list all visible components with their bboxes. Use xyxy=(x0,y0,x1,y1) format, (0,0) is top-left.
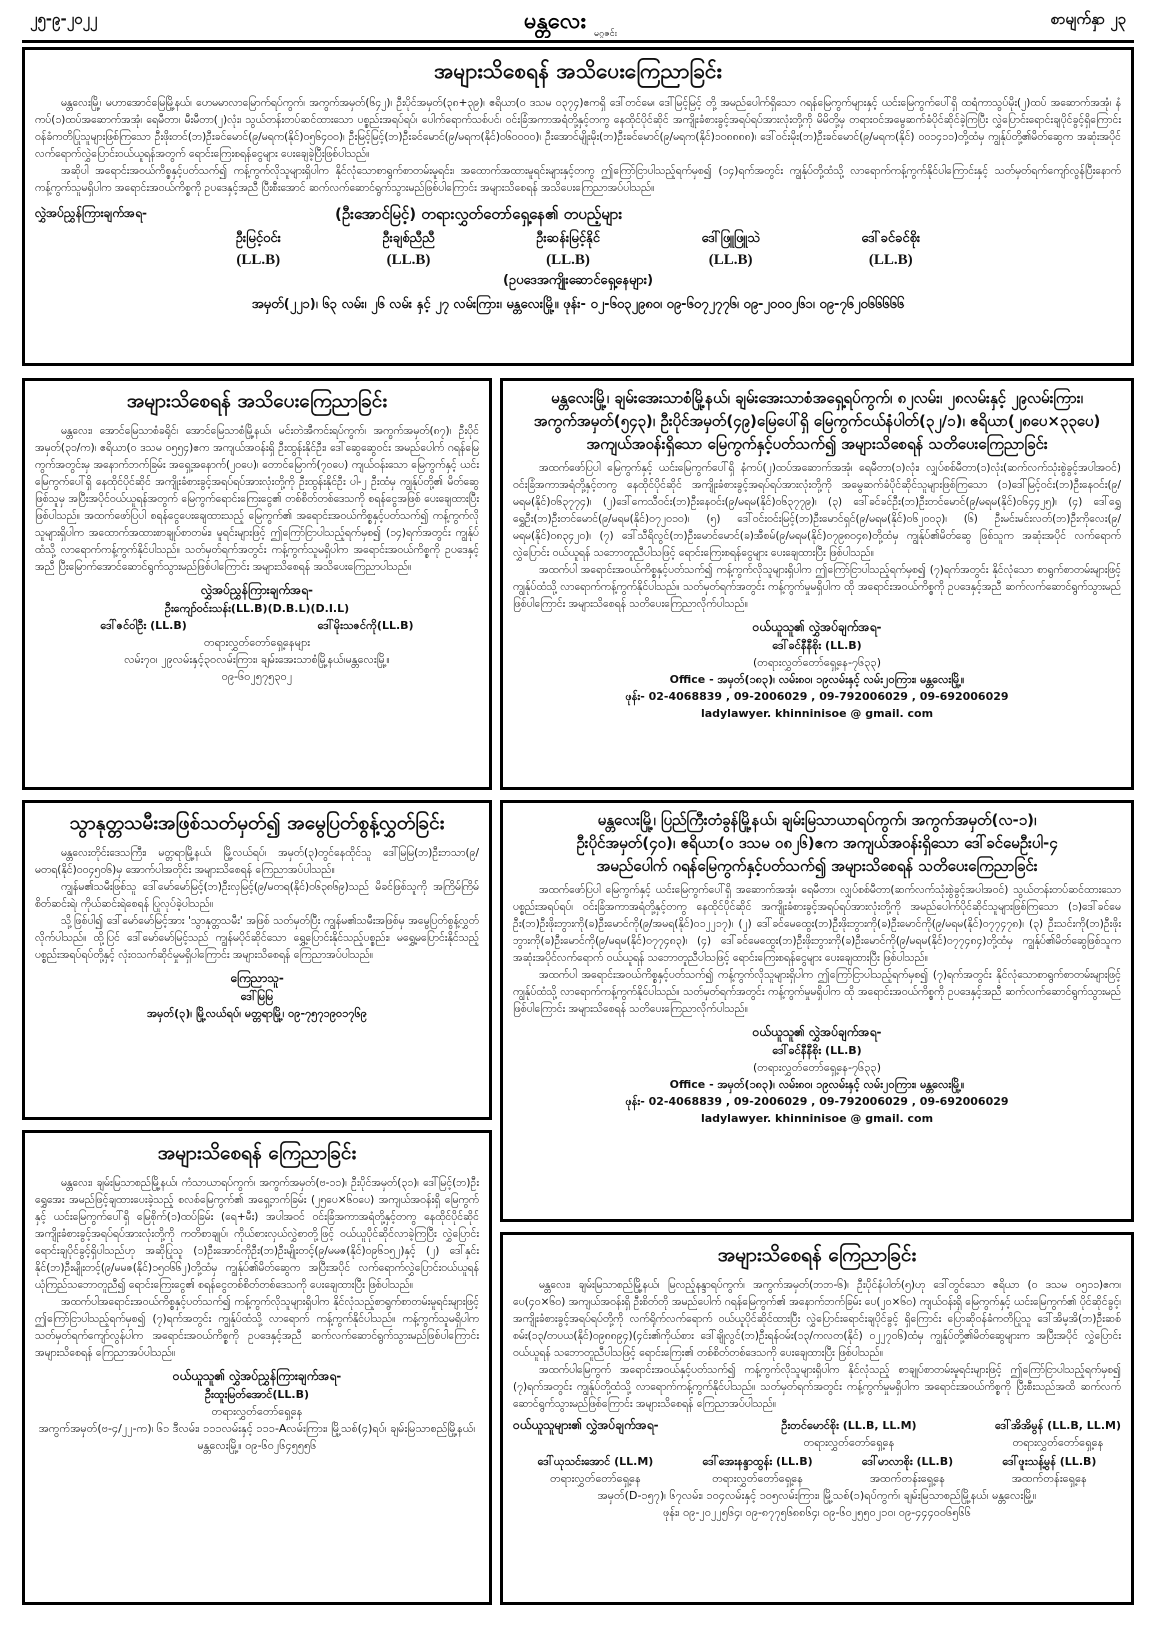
notice-2-lawyer-a: ဒေါ်ဇင်ဝါဦး (LL.B) xyxy=(100,619,187,632)
notice-4 xyxy=(22,800,492,1120)
notice-6-address: အကွက်အမှတ်(ဗ-၄/၂၂-က)၊ ၆၁ ဒီလမ်း၊ ၁၁၁လမ်းနှင့် ၁၁၁-Aလမ်းကြား၊ မြို့သစ်(၄)ရပ်၊ ချမ်းမြသာစည်မြို့နယ်၊ မန္တလေးမြို့။ ၀၉-၆၀၂၆၄၅၅၅၆ xyxy=(38,1422,476,1452)
notice-1-para-1: မန္တလေးမြို့၊ မဟာအောင်မြေမြို့နယ်၊ ဟေမမာလာမြောက်ရပ်ကွက်၊ အကွက်အမှတ်(၆၄၂)၊ ဦးပိုင်အမှတ်(၃၈+၃၉)၊ ဧရိယာ(၀ ဒသမ ၀၃၇၄)ဧကရှိ ဒေါ်တင်မေ၊ ဒေါ်မြင့်မြင့် တို့ အမည်ပေါက်ရှိသော ဂရန်မြေကွက်များနှင့် ယင်းမြေကွက်ပေါ်ရှိ ထရံကာသွပ်မိုး(၂)ထပ် အဆောက်အအုံ၊ နံကပ်(၁)ထပ်အဆောက်အအုံ၊ ရေမီတာ၊ မီးမီတာ(၂)လုံး၊ သွယ်တန်းတပ်ဆင်ထားသော ပစ္စည်းအရပ်ရပ်၊ ပေါက်ရောက်သစ်ပင်၊ ဝင်းခြံအကာအရံတို့နှင့်တကွ နေထိုင်ပိုင်ဆိုင် အကျိုးခံစားခွင့်အရပ်ရပ်အားလုံးတို့ကို မိမိတို့မှ တရားဝင်အမွေဆက်ခံပိုင်ဆိုင်ခဲ့ကြပြီး လွှဲပြောင်းရောင်းချပိုင်ခွင့်ရှိကြောင်း ဝန်ခံကတိပြုသူများဖြစ်ကြသော ဦးဖိုးတင်(ဘ)ဦးခင်မောင်(၉/မရက(နိုင်)၀၅၆၄၀၀)၊ ဦးမြင့်မြင့်(ဘ)ဦးခင်မောင်(၉/မရက(နိုင်)၀၆၀၀၀၀)၊ ဦးအောင်မျိုးမိုး(ဘ)ဦးခင်မောင်(၉/မရက(နိုင်)၁၀၈၈၈၈)၊ ဒေါ်ဝင်းမိုး(ဘ)ဦးခင်မောင်(၉/မရက(နိုင်) ၀၀၁၄၁၁)တို့ထံမှ ကျွန်ုပ်တို့၏မိတ်ဆွေက အဆုံးအပိုင်လက်ရောက်လွှဲပြောင်းဝယ်ယူရန်အတွက် ရောင်းကြေးစရန်ငွေများ ပေးချေခဲ့ပြီးဖြစ်ပါသည်။ xyxy=(35,97,1121,160)
notice-7-instr-label: ဝယ်ယူသူများ၏ လွှဲအပ်ချက်အရ- xyxy=(513,1418,659,1432)
notice-7-para-1: မန္တလေး၊ ချမ်းမြသာစည်မြို့နယ်၊ မြလည့်နန္ဒာရပ်ကွက်၊ အကွက်အမှတ်(ဘဘ-၆)၊ ဦးပိုင်နံပါတ်(၅)ဟု ဒေါ်တွင်သော ဧရိယာ (၀ ဒသမ ၀၅၁၁)ဧက၊ ပေ(၄၀×၆၀) အကျယ်အဝန်းရှိ ဦးစိတ်တို အမည်ပေါက် ဂရန်မြေကွက်၏ အနောက်ဘက်ခြမ်း ပေ(၂၀×၆၀) ကျယ်ဝန်းရှိ မြေကွက်နှင့် ယင်းမြေကွက်၏ ပိုင်ဆိုင်ခွင့်၊ အကျိုးခံစားခွင့်အရပ်ရပ်တို့ကို လက်ရိုက်လက်ရောက် ဝယ်ယူပိုင်ဆိုင်ထားပြီး လွှဲပြောင်းရောင်းချပိုင်ခွင့် ရှိကြောင်း ပြောဆိုဝန်ခံကတိပြုသူ ဒေါ်အိမ့အိ(ဘ)ဦးဆစ်စမ်း(၁၃/တပယ(နိုင်)၀၉၈၈၉၄)(၄င်း၏ကိုယ်စား ဒေါ်ချိုလွင်(ဘ)ဦးရန်ဝမ်း(၁၃/ကလတ(နိုင်) ၀၂၂၇၀၆)ထံမှ ကျွန်ုပ်တို့၏မိတ်ဆွေများက အပြီးအပိုင် လွှဲပြောင်းဝယ်ယူရန် သဘောတူညီပါသဖြင့် ရောင်းကြေး၏ တစ်စိတ်တစ်ဒေသကို ပေးချေထားပြီး ဖြစ်ပါသည်။ xyxy=(513,1279,1121,1359)
page-date: ၂၅-၉-၂၀၂၂ xyxy=(30,10,98,28)
notice-6-title: အများသိစေရန် ကြေညာခြင်း xyxy=(157,1142,357,1164)
notice-5-title-2: ဦးပိုင်အမှတ်(၄၀)၊ ဧရိယာ(၀ ဒသမ ၀၈၂၆)ဧက အကျယ်အဝန်းရှိသော ဒေါ်ခင်မေဦးပါ-၄ xyxy=(576,834,1058,852)
notice-1-title: အများသိစေရန် အသိပေးကြေညာခြင်း xyxy=(434,59,722,83)
notice-5-title-1: မန္တလေးမြို့၊ ပြည်ကြီးတံခွန်မြို့နယ်၊ ချမ်းမြသာယာရပ်ကွက်၊ အကွက်အမှတ်(လ-၁)၊ xyxy=(597,811,1037,829)
notice-5 xyxy=(500,800,1134,1222)
newspaper-logo xyxy=(520,4,636,38)
notice-6-para-1: မန္တလေး၊ ချမ်းမြသာစည်မြို့နယ်၊ ကံသာယာရပ်ကွက်၊ အကွက်အမှတ်(ဗ-၁၁)၊ ဦးပိုင်အမှတ်(၃၁)၊ ဒေါ်မြင့်(ဘ)ဦးရွှေအေး အမည်ဖြင့်ချထားပေးခဲ့သည့် စလစ်မြေကွက်၏ အရှေ့ဘက်ခြမ်း (၂၅ပေ×၆၀ပေ) အကျယ်အဝန်းရှိ မြေကွက်နှင့် ယင်းမြေကွက်ပေါ်ရှိ မြေစိုက်(၁)ထပ်ခြမ်း (ရေ+မီး) အပါအဝင် ဝင်းခြံအကာအရံတို့နှင့်တကွ နေထိုင်ပိုင်ဆိုင် အကျိုးခံစားခွင့်အရပ်ရပ်အားလုံးတို့ကို ကတိစာချုပ်၊ ကိုယ်စားလှယ်လွှဲစာတို့ဖြင့် ဝယ်ယူပိုင်ဆိုင်လာခဲ့ကြပြီး လွှဲပြောင်းရောင်းချပိုင်ခွင့်ရှိပါသည်ဟု အဆိုပြုသူ (၁)ဦးအောင်ကိုဦး(ဘ)ဦးမျိုးတင့်(၉/မမဇ(နိုင်)၀၉၆၁၅၂)နှင့် (၂) ဒေါ်နှင်းနိုင်(ဘ)ဦးမျိုးတင့်(၉/မမဇ(နိုင်)၁၅၀၆၆၂)တို့ထံမှ ကျွန်ုပ်၏မိတ်ဆွေက အပြီးအပိုင် လက်ရောက်လွှဲပြောင်းဝယ်ယူရန် ယုံကြည်သဘောတူညီ၍ ရောင်းကြေးငွေ၏ စရန်ငွေတစ်စိတ်တစ်ဒေသကို ပေးချေထားပြီး ဖြစ်ပါသည်။ xyxy=(35,1177,479,1291)
lawyer-entry: ဒေါ်မာလာစိုး (LL.B) အထက်တန်းရှေ့နေ xyxy=(861,1455,954,1485)
lawyer-entry: ဦးတင်မောင်စိုး (LL.B, LL.M) တရားလွှတ်တော်ရှေ့နေ xyxy=(781,1419,917,1449)
notice-2-role: တရားလွှတ်တော်ရှေ့နေများ xyxy=(203,636,311,649)
notice-1-role: (ဥပဒေအကျိုးဆောင်ရှေ့နေများ) xyxy=(502,273,654,288)
logo-mark-icon xyxy=(520,4,636,38)
notice-1 xyxy=(22,47,1134,366)
notice-3-office: Office - အမှတ်(၁၈၃)၊ လမ်း၈၀၊ ၁၉လမ်းနှင့် လမ်း၂၀ကြား၊ မန္တလေးမြို့။ xyxy=(669,673,965,686)
notice-2-instr-label: လွှဲအပ်ညွှန်ကြားချက်အရ- xyxy=(201,583,313,597)
notice-2-lawyer-b: ဒေါ်မိုးသဇင်ကို(LL.B) xyxy=(317,619,414,632)
notice-1-address: အမှတ်(၂၂၁)၊ ၆၃ လမ်း၊ ၂၆ လမ်း နှင့် ၂၇ လမ်းကြား၊ မန္တလေးမြို့။ ဖုန်း- ၀၂-၆၀၃၂၉၈၀၊ ၀၉-၆၀၇၂၇၇၆၊ ၀၉-၂၀၀၀၂၆၁၊ ၀၉-၇၆၂၀၆၆၆၆၆ xyxy=(251,297,905,312)
lawyer-entry: ဦးချစ်ညီညီ (LL.B) xyxy=(382,231,435,268)
lawyer-entry: ဦးမြင့်ဝင်း (LL.B) xyxy=(235,231,281,268)
notice-2-lawyer-pair xyxy=(35,617,479,634)
notice-2-lawyer-main: ဦးကျော်ဝင်းသန်း(LL.B)(D.B.L)(D.I.L) xyxy=(164,602,350,615)
notice-7-phone: ဖုန်း၊ ၀၉-၂၀၂၂၅၆၄၊ ၀၉-၈၇၇၅၆၈၈၆၄၊ ၀၉-၆၀၂၅၅၀၂၁၀၊ ၀၉-၄၄၄၀၀၆၅၆၆ xyxy=(663,1506,971,1519)
notice-3-lawyer: ဒေါ်ခင်နီနီစိုး (LL.B) xyxy=(772,639,862,652)
notice-5-title-3: အမည်ပေါက် ဂရန်မြေကွက်နှင့်ပတ်သက်၍ အများသိစေရန် သတိပေးကြေညာခြင်း xyxy=(596,857,1038,875)
notice-3-para-1: အထက်ဖော်ပြပါ မြေကွက်နှင့် ယင်းမြေကွက်ပေါ်ရှိ နံကပ်(၂)ထပ်အဆောက်အအုံ၊ ရေမီတာ(၁)လုံး၊ လျှပ်စစ်မီတာ(၁)လုံး(ဆက်လက်သုံးစွဲခွင့်အပါအဝင်) ဝင်းခြံအကာအရံတို့နှင့်တကွ နေထိုင်ပိုင်ဆိုင် အကျိုးခံစားခွင့်အရပ်ရပ်အားလုံးတို့ကို အမွေဆက်ခံပိုင်ဆိုင်သူများဖြစ်ကြသော (၁)ဒေါ်မြင့်ဝင်း(ဘ)ဦးနေဝင်း(၉/မရမ(နိုင်)၀၆၃၇၇၄)၊ (၂)ဒေါ်ကေသီဝင်း(ဘ)ဦးနေဝင်း(၉/မရမ(နိုင်)၀၆၃၇၇၉)၊ (၃) ဒေါ်ခင်ခင်ဦး(ဘ)ဦးတင်မောင်(၉/မရမ(နိုင်)၀၆၄၄၂၅)၊ (၄) ဒေါ်ရွှေရွှေဦး(ဘ)ဦးတင်မောင်(၉/မရမ(နိုင်)၀၇၂၀၁၀)၊ (၅) ဒေါ်ဝင်းဝင်းမြင့်(ဘ)ဦးမောင်ရှင်(၉/မရမ(နိုင်)၀၆၂၀၀၃)၊ (၆) ဦးမင်းမင်းလတ်(ဘ)ဦးကိုလေး(၉/မရမ(နိုင်)၀၈၃၄၂၀)၊ (၇) ဒေါ်သီရိလွင်(ဘ)ဦးမောင်မောင်(ခ)အီစမ်(၉/မရမ(နိုင်)၀၇၉၈၀၄၈)တို့ထံမှ ကျွန်ုပ်၏မိတ်ဆွေ ဖြစ်သူက အဆုံးအပိုင် လက်ရောက်လွှဲပြောင်း ဝယ်ယူရန် သဘောတူညီပါသဖြင့် ရောင်းကြေးစရန်ငွေများ ပေးချေထားပြီး ဖြစ်ပါသည်။ xyxy=(513,462,1121,559)
notice-6-role: တရားလွှတ်တော်ရှေ့နေ xyxy=(211,1405,303,1418)
header-rule xyxy=(22,40,1134,43)
notice-3 xyxy=(500,378,1134,790)
notice-5-lawyer: ဒေါ်ခင်နီနီစိုး (LL.B) xyxy=(772,1044,862,1057)
lawyer-entry: ဒေါ်အိအိမွန် (LL.B, LL.M) တရားလွှတ်တော်ရှေ့နေ xyxy=(994,1419,1121,1449)
notice-3-title-1: မန္တလေးမြို့၊ ချမ်းအေးသာစံမြို့နယ်၊ ချမ်းအေးသာစံအရှေ့ရပ်ကွက်၊ ၈၂လမ်း၊ ၂၈လမ်းနှင့် ၂၉လမ်းကြား၊ xyxy=(551,389,1083,407)
notice-4-name: ဒေါ်မြမြ xyxy=(240,990,274,1003)
notice-4-para-1: မန္တလေးတိုင်းဒေသကြီး၊ မတ္တရာမြို့နယ်၊ မြို့လယ်ရပ်၊ အမှတ်(၃)တွင်နေထိုင်သူ ဒေါ်မြမြ(ဘ)ဦးဘသာ(၉/မတရ(နိုင်)၀၀၄၅၀၆)မှ အောက်ပါအတိုင်း အများသိစေရန် ကြေညာအပ်ပါသည်။ xyxy=(35,847,479,876)
lawyer-entry: ဒေါ်ဖြူဖြူသဲ (LL.B) xyxy=(701,231,760,268)
notice-5-phone: ဖုန်း- 02-4068839 , 09-2006029 , 09-792006029 , 09-692006029 xyxy=(625,1095,1009,1108)
notice-5-para-2: အထက်ပါ အရောင်းအဝယ်ကိစ္စနှင့်ပတ်သက်၍ ကန့်ကွက်လိုသူများရှိပါက ဤကြော်ငြာပါသည့်ရက်မှစ၍ (၇)ရက်အတွင်း နိုင်လုံသောစာရွက်စာတမ်းများဖြင့် ကျွန်ုပ်ထံသို့ လာရောက်ကန့်ကွက်နိုင်ပါသည်။ သတ်မှတ်ရက်အတွင်း ကန့်ကွက်မှုမရှိပါက ထို အရောင်းအဝယ်ကိစ္စကို ဥပဒေနှင့်အညီ ဆက်လက်ဆောင်ရွက်သွားမည်ဖြစ်ပါကြောင်း အများသိစေရန် သတိပေးကြေညာလိုက်ပါသည်။ xyxy=(513,969,1121,1015)
logo-sub: မဂ္ဂဇင်း xyxy=(594,29,617,38)
notice-3-para-2: အထက်ပါ အရောင်းအဝယ်ကိစ္စနှင့်ပတ်သက်၍ ကန့်ကွက်လိုသူများရှိပါက ဤကြော်ငြာပါသည့်ရက်မှစ၍ (၇)ရက်အတွင်း နိုင်လုံသော စာရွက်စာတမ်းများဖြင့် ကျွန်ုပ်ထံသို့ လာရောက်ကန့်ကွက်နိုင်ပါသည်။ သတ်မှတ်ရက်အတွင်း ကန့်ကွက်မှုမရှိပါက ထို အရောင်းအဝယ်ကိစ္စကို ဥပဒေနှင့်အညီ ဆက်လက်ဆောင်ရွက်သွားမည်ဖြစ်ပါကြောင်း အများသိစေရန် သတိပေးကြေညာလိုက်ပါသည်။ xyxy=(513,564,1121,610)
notice-4-address: အမှတ်(၃)၊ မြို့လယ်ရပ်၊ မတ္တရာမြို့၊ ၀၉-၇၅၇၁၉၀၁၇၆၉ xyxy=(147,1007,367,1020)
notice-2-phone: ၀၉-၆၀၂၅၇၅၃၀၂ xyxy=(221,670,293,683)
notice-7-top-signers xyxy=(513,1417,1121,1451)
notice-1-office-heading: (ဦးအောင်မြင့်) တရားလွှတ်တော်ရှေ့နေ၏ တပည့်များ xyxy=(335,205,623,223)
notice-5-role: (တရားလွှတ်တော်ရှေ့နေ-၇၆၃၃) xyxy=(752,1061,882,1074)
notice-2-title: အများသိစေရန် အသိပေးကြေညာခြင်း xyxy=(126,390,388,412)
notice-3-title-2: အကွက်အမှတ်(၅၄၃)၊ ဦးပိုင်အမှတ်(၄၉)မြေပေါ်ရှိ မြေကွက်ငယ်နံပါတ်(၃၂/၁)၊ ဧရိယာ(၂၈ပေ×၃၃ပေ) xyxy=(533,412,1101,430)
notice-4-para-2: ကျွန်မ၏သမီးဖြစ်သူ ဒေါ်မော်မော်မြင့်(ဘ)ဦးလှမြင့်(၉/မတရ(နိုင်)၀၆၃၈၆၉)သည် မိခင်ဖြစ်သူကို အကြိမ်ကြိမ်စိတ်ဆင်းရဲ၊ ကိုယ်ဆင်းရဲစေရန် ပြုလုပ်ခဲ့ပါသည်။ xyxy=(35,881,479,910)
notice-6 xyxy=(22,1130,492,1605)
notice-7 xyxy=(500,1232,1134,1605)
lawyer-entry: ဒေါ်ခင်ခင်စိုး (LL.B) xyxy=(861,231,921,268)
notice-1-instr-label: လွှဲအပ်ညွှန်ကြားချက်အရ- xyxy=(35,206,147,220)
notice-7-title: အများသိစေရန် ကြေညာခြင်း xyxy=(717,1244,917,1266)
notice-2-address: လမ်း၇၀၊ ၂၉လမ်းနှင့်၃၀လမ်းကြား၊ ချမ်းအေးသာစံမြို့နယ်၊မန္တလေးမြို့။ xyxy=(124,653,390,666)
notice-3-role: (တရားလွှတ်တော်ရှေ့နေ-၇၆၃၃) xyxy=(752,656,882,669)
notice-6-lawyer: ဦးထူးမြတ်အောင်(LL.B) xyxy=(204,1388,310,1401)
notice-2-para-1: မန္တလေး၊ အောင်မြေသာစံခရိုင်၊ အောင်မြေသာစံမြို့နယ်၊ မင်းတဲအီကင်းရပ်ကွက်၊ အကွက်အမှတ်(၈၇)၊ ဦးပိုင်အမှတ်(၃၁/က)၊ ဧရိယာ(၀ ဒသမ ၀၅၅၄)ဧက အကျယ်အဝန်းရှိ ဦးထွန်းနိုင်ဦး၊ ဒေါ်ဆွေဆွေဝင်း အမည်ပေါက် ဂရန်မြေကွက်အတွင်းမှ အနောက်ဘက်ခြမ်း အရှေ့အနောက်(၂၀ပေ)၊ တောင်မြောက်(၇၀ပေ) ကျယ်ဝန်းသော မြေကွက်နှင့် ယင်းမြေကွက်ပေါ်ရှိ နေထိုင်ပိုင်ဆိုင် အကျိုးခံစားခွင့်အရပ်ရပ်အားလုံးတို့ကို ဦးထွန်းနိုင်ဦး ပါ-၂ ဦးထံမှ ကျွန်ုပ်တို့၏ မိတ်ဆွေဖြစ်သူမှ အပြီးအပိုင်ဝယ်ယူရန်အတွက် မြေကွက်ရောင်းကြေးငွေ၏ တစ်စိတ်တစ်ဒေသကို စရန်ငွေအဖြစ် ပေးချေထားပြီး ဖြစ်ပါသည်။ အထက်ဖော်ပြပါ စရန်ငွေပေးချေထားသည့် မြေကွက်၏ အရောင်းအဝယ်ကိစ္စနှင့်ပတ်သက်၍ ကန့်ကွက်လိုသူများရှိပါက အထောက်အထားစာချုပ်စာတမ်း၊ မူရင်းများဖြင့် ဤကြော်ငြာပါသည့်ရက်မှစ၍ (၁၄)ရက်အတွင်း ကျွန်ုပ်ထံသို့ လာရောက်ကန့်ကွက်နိုင်ပါသည်။ သတ်မှတ်ရက်အတွင်း ကန့်ကွက်သူမရှိပါက အရောင်းအဝယ်ကိစ္စကို ဥပဒေနှင့်အညီ ပြီးမြောက်အောင်ဆောင်ရွက်သွားမည်ဖြစ်ပါကြောင်း အများသိစေရန် အသိပေးကြေညာပါသည်။ xyxy=(35,425,479,573)
logo-text: မန္တလေး xyxy=(524,9,587,34)
notice-7-para-2: အထက်ပါမြေကွက် အရောင်းအဝယ်နှင့်ပတ်သက်၍ ကန့်ကွက်လိုသူများရှိပါက နိုင်လုံသည့် စာချုပ်စာတမ်းမူရင်းများဖြင့် ဤကြော်ငြာပါသည့်ရက်မှစ၍ (၇)ရက်အတွင်း ကျွန်ုပ်တို့ထံသို့ လာရောက်ကန့်ကွက်နိုင်ပါသည်။ သတ်မှတ်ရက်အတွင်း ကန့်ကွက်မှုမရှိပါက အရောင်းအဝယ်ကိစ္စကို ပြီးစီးသည်အထိ ဆက်လက်ဆောင်ရွက်သွားမည်ဖြစ်ကြောင်း အများသိစေရန် ကြေညာအပ်ပါသည်။ xyxy=(513,1364,1121,1410)
notice-4-by-label: ကြေညာသူ- xyxy=(230,971,284,985)
notice-6-para-2: အထက်ပါအရောင်းအဝယ်ကိစ္စနှင့်ပတ်သက်၍ ကန့်ကွက်လိုသူများရှိပါက နိုင်လုံသည့်စာရွက်စာတမ်းမူရင်းများဖြင့် ဤကြော်ငြာပါသည့်ရက်မှစ၍ (၇)ရက်အတွင်း ကျွန်ုပ်ထံသို့ လာရောက် ကန့်ကွက်နိုင်ပါသည်။ ကန့်ကွက်သူမရှိပါက သတ်မှတ်ရက်ကျော်လွန်ပါက အရောင်းအဝယ်ကိစ္စကို ဥပဒေနှင့်အညီ ဆက်လက်ဆောင်ရွက်သွားမည်ဖြစ်ပါကြောင်း အများသိစေရန် ကြေညာအပ်ပါသည်။ xyxy=(35,1296,479,1359)
page-number: စာမျက်နှာ ၂၃ xyxy=(1050,10,1126,28)
notice-5-email: ladylawyer. khinninisoe @ gmail. com xyxy=(700,1112,934,1125)
notice-2 xyxy=(22,378,492,790)
notice-7-address: အမှတ်(D-၁၅၇)၊ ၆၇လမ်း၊ ၁၀၄လမ်းနှင့် ၁၀၅လမ်းကြား၊ မြို့သစ်(၁)ရပ်ကွက်၊ ချမ်းမြသာစည်မြို့နယ်၊ မန္တလေးမြို့။ xyxy=(597,1489,1037,1502)
notice-5-office: Office - အမှတ်(၁၈၃)၊ လမ်း၈၀၊ ၁၉လမ်းနှင့် လမ်း၂၀ကြား၊ မန္တလေးမြို့။ xyxy=(669,1078,965,1091)
notice-3-title-3: အကျယ်အဝန်းရှိသော မြေကွက်နှင့်ပတ်သက်၍ အများသိစေရန် သတိပေးကြေညာခြင်း xyxy=(586,435,1048,453)
lawyer-entry: ဒေါ်အေးနန္ဒာထွန်း (LL.B) တရားလွှတ်တော်ရှေ့နေ xyxy=(702,1455,813,1485)
notice-5-instr-label: ဝယ်ယူသူ၏ လွှဲအပ်ချက်အရ- xyxy=(752,1025,882,1039)
lawyer-entry: ဒေါ်ယုသင်းအောင် (LL.M) တရားလွှတ်တော်ရှေ့နေ xyxy=(537,1455,654,1485)
notice-3-email: ladylawyer. khinninisoe @ gmail. com xyxy=(700,707,934,720)
notice-6-instr-label: ဝယ်ယူသူ၏ လွှဲအပ်ညွှန်ကြားချက်အရ- xyxy=(172,1369,342,1383)
notice-4-title: သွာနုတ္တသမီးအဖြစ်သတ်မှတ်၍ အမွေပြတ်စွန့်လွှတ်ခြင်း xyxy=(69,812,445,834)
notice-1-para-2: အဆိုပါ အရောင်းအဝယ်ကိစ္စနှင့်ပတ်သက်၍ ကန့်ကွက်လိုသူများရှိပါက နိုင်လုံသောစာရွက်စာတမ်းမူရင်း၊ အထောက်အထားမူရင်းများနှင့်တကွ ဤကြော်ငြာပါသည့်ရက်မှစ၍ (၁၄)ရက်အတွင်း ကျွန်ုပ်တို့ထံသို့ လာရောက်ကန့်ကွက်နိုင်ပါကြောင်းနှင့် သတ်မှတ်ရက်ကျော်လွန်ပြီးနောက် ကန့်ကွက်သူမရှိပါက အရောင်းအဝယ်ကိစ္စကို ဥပဒေနှင့်အညီ ပြီးစီးအောင် ဆက်လက်ဆောင်ရွက်သွားမည်ဖြစ်ပါကြောင်း အများသိစေရန် အသိပေးကြေညာအပ်ပါသည်။ xyxy=(35,165,1121,194)
notice-1-lawyer-list xyxy=(185,229,971,271)
notice-4-para-3: သို့ဖြစ်ပါ၍ ဒေါ်မော်မော်မြင့်အား 'သွာနုတ္တသမီး' အဖြစ် သတ်မှတ်ပြီး ကျွန်မ၏သမီးအဖြစ်မှ အမွေပြတ်စွန့်လွှတ်လိုက်ပါသည်။ ထို့ပြင် ဒေါ်မော်မော်မြင့်သည် ကျွန်မပိုင်ဆိုင်သော ရွှေ့ပြောင်းနိုင်သည့်ပစ္စည်း၊ မရွှေ့မပြောင်းနိုင်သည့်ပစ္စည်းအရပ်ရပ်တို့နှင့် လုံးဝသက်ဆိုင်မှုမရှိပါကြောင်း အများသိစေရန် ကြေညာအပ်ပါသည်။ xyxy=(35,915,479,961)
notice-5-para-1: အထက်ဖော်ပြပါ မြေကွက်နှင့် ယင်းမြေကွက်ပေါ်ရှိ အဆောက်အအုံ၊ ရေမီတာ၊ လျှပ်စစ်မီတာ(ဆက်လက်သုံးစွဲခွင့်အပါအဝင်) သွယ်တန်းတပ်ဆင်ထားသော ပစ္စည်းအရပ်ရပ်၊ ဝင်းခြံအကာအရံတို့နှင့်တကွ နေထိုင်ပိုင်ဆိုင် အကျိုးခံစားခွင့်အရပ်ရပ်အားလုံးတို့ကို အမည်ပေါက်ပိုင်ဆိုင်သူများဖြစ်ကြသော (၁)ဒေါ်ခင်မေဦး(ဘ)ဦးဖိုးဘွားကို(ခ)ဦးမောင်ကို(၉/အမရ(နိုင်)၀၁၂၂၁၇)၊ (၂) ဒေါ်ခင်မေထွေး(ဘ)ဦးဖိုးဘွားကို(ခ)ဦးမောင်ကို(၉/မရမ(နိုင်)၀၇၇၄၇၈)၊ (၃) ဦးသင်းကို(ဘ)ဦးဖိုးဘွားကို(ခ)ဦးမောင်ကို(၉/မရမ(နိုင်)၀၇၇၄၈၃)၊ (၄) ဒေါ်ခင်မေထွေး(ဘ)ဦးဖိုးဘွားကို(ခ)ဦးမောင်ကို(၉/မရမ(နိုင်)၀၇၇၄၈၄)တို့ထံမှ ကျွန်ုပ်၏မိတ်ဆွေဖြစ်သူက အဆုံးအပိုင်လက်ရောက် ဝယ်ယူရန် သဘောတူညီပါသဖြင့် ရောင်းကြေးစရန်ငွေများ ပေးချေထားပြီး ဖြစ်ပါသည်။ xyxy=(513,884,1121,964)
notice-7-bottom-signers xyxy=(513,1453,1121,1487)
lawyer-entry: ဒေါ်ဖူးသန့်မွန် (LL.B) အထက်တန်းရှေ့နေ xyxy=(1002,1455,1097,1485)
lawyer-entry: ဦးဆန်းမြင့်နိုင် (LL.B) xyxy=(536,231,600,268)
notice-3-instr-label: ဝယ်ယူသူ၏ လွှဲအပ်ချက်အရ- xyxy=(752,620,882,634)
notice-3-phone: ဖုန်း- 02-4068839 , 09-2006029 , 09-792006029 , 09-692006029 xyxy=(625,690,1009,703)
